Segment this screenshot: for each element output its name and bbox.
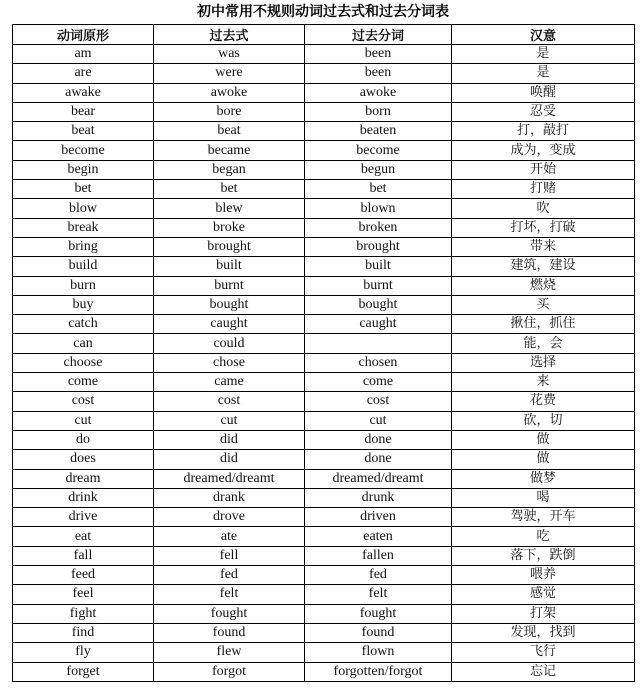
cell-chinese-meaning: 能，会: [452, 334, 635, 353]
cell-past-participle: built: [305, 257, 452, 276]
cell-base-form: awake: [13, 83, 154, 102]
cell-chinese-meaning: 喝: [452, 488, 635, 507]
table-row: [13, 527, 635, 546]
cell-past-tense: chose: [154, 353, 305, 372]
table-row: [13, 546, 635, 565]
cell-past-tense: brought: [154, 237, 305, 256]
cell-past-tense: came: [154, 373, 305, 392]
cell-past-tense: did: [154, 450, 305, 469]
table-row: [13, 662, 635, 681]
cell-base-form: does: [13, 450, 154, 469]
table-row: [13, 276, 635, 295]
cell-past-tense: felt: [154, 585, 305, 604]
cell-past-participle: dreamed/dreamt: [305, 469, 452, 488]
table-row: [13, 102, 635, 121]
cell-chinese-meaning: 吃: [452, 527, 635, 546]
cell-chinese-meaning: 打赌: [452, 180, 635, 199]
cell-chinese-meaning: 揪住，抓住: [452, 315, 635, 334]
cell-past-participle: forgotten/forgot: [305, 662, 452, 681]
cell-past-participle: begun: [305, 160, 452, 179]
cell-chinese-meaning: 忘记: [452, 662, 635, 681]
table-row: [13, 585, 635, 604]
cell-base-form: drive: [13, 508, 154, 527]
cell-base-form: am: [13, 45, 154, 64]
cell-past-participle: eaten: [305, 527, 452, 546]
header-past-participle: 过去分词: [305, 25, 452, 45]
cell-base-form: forget: [13, 662, 154, 681]
table-header-row: [13, 25, 635, 45]
table-row: [13, 218, 635, 237]
cell-past-participle: born: [305, 102, 452, 121]
header-past-tense: 过去式: [154, 25, 305, 45]
table-row: [13, 450, 635, 469]
table-row: [13, 392, 635, 411]
cell-past-tense: were: [154, 64, 305, 83]
table-row: [13, 141, 635, 160]
cell-past-participle: cut: [305, 411, 452, 430]
cell-past-tense: found: [154, 623, 305, 642]
cell-past-participle: cost: [305, 392, 452, 411]
cell-base-form: build: [13, 257, 154, 276]
table-row: [13, 83, 635, 102]
table-body: [13, 45, 635, 682]
cell-chinese-meaning: 是: [452, 45, 635, 64]
cell-base-form: dream: [13, 469, 154, 488]
cell-base-form: begin: [13, 160, 154, 179]
irregular-verb-table: [12, 24, 635, 682]
table-row: [13, 488, 635, 507]
cell-base-form: break: [13, 218, 154, 237]
cell-past-tense: could: [154, 334, 305, 353]
cell-past-participle: fed: [305, 566, 452, 585]
cell-past-tense: drank: [154, 488, 305, 507]
cell-chinese-meaning: 做: [452, 430, 635, 449]
cell-base-form: blow: [13, 199, 154, 218]
cell-base-form: catch: [13, 315, 154, 334]
table-row: [13, 199, 635, 218]
cell-past-participle: done: [305, 450, 452, 469]
table-row: [13, 411, 635, 430]
cell-base-form: choose: [13, 353, 154, 372]
cell-past-tense: bore: [154, 102, 305, 121]
table-row: [13, 604, 635, 623]
cell-past-tense: blew: [154, 199, 305, 218]
cell-chinese-meaning: 发现，找到: [452, 623, 635, 642]
cell-chinese-meaning: 唤醒: [452, 83, 635, 102]
cell-past-participle: been: [305, 45, 452, 64]
cell-past-tense: fed: [154, 566, 305, 585]
cell-base-form: feel: [13, 585, 154, 604]
table-row: [13, 180, 635, 199]
cell-chinese-meaning: 是: [452, 64, 635, 83]
cell-chinese-meaning: 打坏，打破: [452, 218, 635, 237]
cell-base-form: bear: [13, 102, 154, 121]
cell-chinese-meaning: 吹: [452, 199, 635, 218]
cell-chinese-meaning: 打，敲打: [452, 122, 635, 141]
cell-chinese-meaning: 做梦: [452, 469, 635, 488]
cell-chinese-meaning: 花费: [452, 392, 635, 411]
table-row: [13, 45, 635, 64]
cell-past-participle: broken: [305, 218, 452, 237]
cell-past-participle: chosen: [305, 353, 452, 372]
cell-chinese-meaning: 带来: [452, 237, 635, 256]
cell-past-tense: cost: [154, 392, 305, 411]
cell-chinese-meaning: 驾驶，开车: [452, 508, 635, 527]
cell-chinese-meaning: 建筑，建设: [452, 257, 635, 276]
cell-chinese-meaning: 开始: [452, 160, 635, 179]
cell-past-tense: flew: [154, 643, 305, 662]
cell-past-participle: come: [305, 373, 452, 392]
cell-chinese-meaning: 砍，切: [452, 411, 635, 430]
cell-past-tense: cut: [154, 411, 305, 430]
cell-past-tense: bought: [154, 295, 305, 314]
cell-past-participle: been: [305, 64, 452, 83]
cell-past-participle: become: [305, 141, 452, 160]
cell-past-participle: blown: [305, 199, 452, 218]
cell-past-tense: did: [154, 430, 305, 449]
cell-base-form: eat: [13, 527, 154, 546]
cell-base-form: come: [13, 373, 154, 392]
cell-past-participle: beaten: [305, 122, 452, 141]
cell-chinese-meaning: 感觉: [452, 585, 635, 604]
table-row: [13, 469, 635, 488]
cell-base-form: bet: [13, 180, 154, 199]
cell-chinese-meaning: 选择: [452, 353, 635, 372]
cell-past-tense: caught: [154, 315, 305, 334]
cell-chinese-meaning: 喂养: [452, 566, 635, 585]
cell-chinese-meaning: 买: [452, 295, 635, 314]
table-row: [13, 373, 635, 392]
table-row: [13, 623, 635, 642]
cell-past-participle: found: [305, 623, 452, 642]
cell-past-tense: dreamed/dreamt: [154, 469, 305, 488]
cell-base-form: fall: [13, 546, 154, 565]
cell-past-participle: driven: [305, 508, 452, 527]
cell-past-participle: fallen: [305, 546, 452, 565]
cell-past-participle: felt: [305, 585, 452, 604]
cell-chinese-meaning: 燃烧: [452, 276, 635, 295]
cell-chinese-meaning: 打架: [452, 604, 635, 623]
cell-past-participle: drunk: [305, 488, 452, 507]
table-row: [13, 334, 635, 353]
cell-past-tense: drove: [154, 508, 305, 527]
cell-past-tense: beat: [154, 122, 305, 141]
cell-base-form: buy: [13, 295, 154, 314]
verb-table-sheet: [12, 0, 634, 682]
cell-chinese-meaning: 成为，变成: [452, 141, 635, 160]
cell-chinese-meaning: 来: [452, 373, 635, 392]
cell-past-participle: done: [305, 430, 452, 449]
cell-chinese-meaning: 飞行: [452, 643, 635, 662]
cell-past-tense: burnt: [154, 276, 305, 295]
table-row: [13, 237, 635, 256]
cell-chinese-meaning: 落下，跌倒: [452, 546, 635, 565]
cell-past-tense: fought: [154, 604, 305, 623]
cell-past-participle: bet: [305, 180, 452, 199]
cell-past-tense: forgot: [154, 662, 305, 681]
cell-base-form: feed: [13, 566, 154, 585]
cell-past-tense: became: [154, 141, 305, 160]
cell-past-participle: flown: [305, 643, 452, 662]
cell-past-tense: began: [154, 160, 305, 179]
header-base-form: 动词原形: [13, 25, 154, 45]
cell-past-participle: bought: [305, 295, 452, 314]
cell-base-form: do: [13, 430, 154, 449]
cell-base-form: beat: [13, 122, 154, 141]
cell-base-form: burn: [13, 276, 154, 295]
table-row: [13, 353, 635, 372]
cell-base-form: fight: [13, 604, 154, 623]
cell-past-participle: brought: [305, 237, 452, 256]
table-row: [13, 160, 635, 179]
cell-chinese-meaning: 忍受: [452, 102, 635, 121]
cell-past-participle: caught: [305, 315, 452, 334]
cell-past-tense: was: [154, 45, 305, 64]
table-row: [13, 295, 635, 314]
cell-base-form: bring: [13, 237, 154, 256]
cell-base-form: find: [13, 623, 154, 642]
cell-past-tense: ate: [154, 527, 305, 546]
table-row: [13, 315, 635, 334]
table-row: [13, 257, 635, 276]
cell-base-form: become: [13, 141, 154, 160]
cell-past-tense: bet: [154, 180, 305, 199]
cell-past-participle: awoke: [305, 83, 452, 102]
cell-past-tense: fell: [154, 546, 305, 565]
cell-base-form: cut: [13, 411, 154, 430]
table-row: [13, 122, 635, 141]
cell-base-form: can: [13, 334, 154, 353]
table-row: [13, 566, 635, 585]
cell-chinese-meaning: 做: [452, 450, 635, 469]
cell-past-tense: awoke: [154, 83, 305, 102]
cell-past-participle: [305, 334, 452, 353]
cell-base-form: are: [13, 64, 154, 83]
cell-base-form: drink: [13, 488, 154, 507]
cell-past-participle: fought: [305, 604, 452, 623]
table-row: [13, 508, 635, 527]
table-row: [13, 430, 635, 449]
cell-past-tense: built: [154, 257, 305, 276]
page-title: 初中常用不规则动词过去式和过去分词表: [197, 4, 449, 20]
table-row: [13, 643, 635, 662]
cell-past-tense: broke: [154, 218, 305, 237]
table-row: [13, 64, 635, 83]
cell-base-form: cost: [13, 392, 154, 411]
cell-base-form: fly: [13, 643, 154, 662]
cell-past-participle: burnt: [305, 276, 452, 295]
header-chinese-meaning: 汉意: [452, 25, 635, 45]
